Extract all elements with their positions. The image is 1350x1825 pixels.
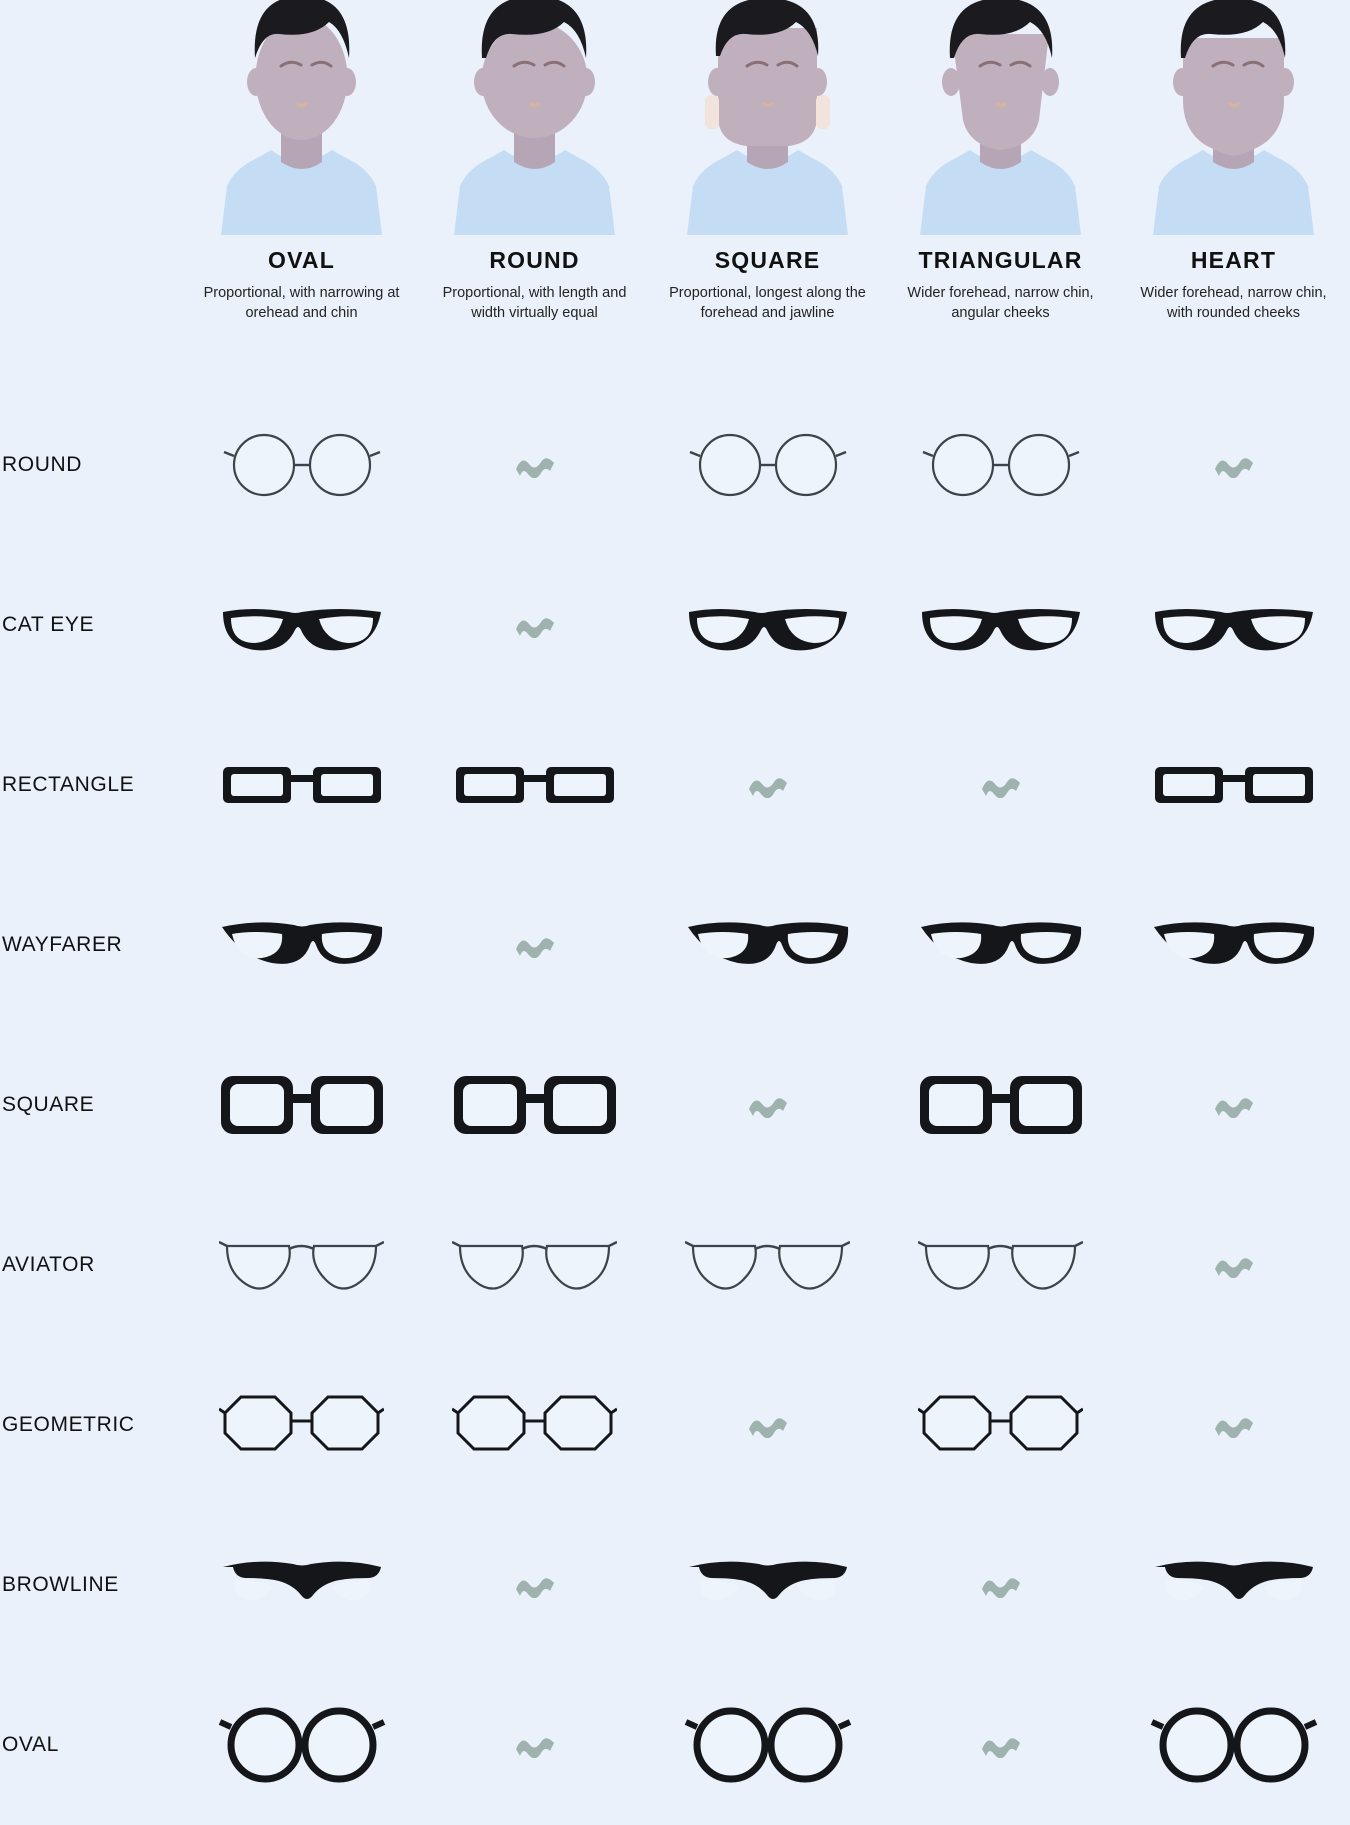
cell-rectangle-square — [651, 772, 884, 798]
frame-row-label: BROWLINE — [2, 1573, 119, 1596]
frame-row-oval — [0, 1665, 1350, 1825]
face-column-square — [651, 0, 884, 385]
face-illustration-heart — [1131, 0, 1336, 235]
frame-row-rectangle — [0, 705, 1350, 865]
cell-browline-triangular — [884, 1572, 1117, 1598]
cell-wayfarer-square — [651, 913, 884, 977]
cell-round-square — [651, 430, 884, 500]
face-title: TRIANGULAR — [918, 247, 1083, 273]
face-header-row — [0, 0, 1350, 385]
face-description: Wider forehead, narrow chin, angular cheeks — [907, 285, 1094, 321]
cell-oval-heart — [1117, 1705, 1350, 1785]
face-column-oval — [185, 0, 418, 385]
cell-rectangle-triangular — [884, 772, 1117, 798]
cell-browline-oval — [185, 1557, 418, 1613]
cell-rectangle-round — [418, 755, 651, 815]
cell-rectangle-oval — [185, 755, 418, 815]
frame-row-label: AVIATOR — [2, 1253, 95, 1276]
cell-cat-eye-heart — [1117, 590, 1350, 660]
cell-round-oval — [185, 430, 418, 500]
face-column-triangular — [884, 0, 1117, 385]
cell-wayfarer-oval — [185, 913, 418, 977]
frame-row-label: CAT EYE — [2, 613, 95, 636]
frame-row-label: WAYFARER — [2, 933, 123, 956]
face-illustration-square — [665, 0, 870, 235]
face-column-round — [418, 0, 651, 385]
cell-browline-round — [418, 1572, 651, 1598]
cell-oval-oval — [185, 1705, 418, 1785]
frame-row-label: SQUARE — [2, 1093, 95, 1116]
cell-cat-eye-round — [418, 612, 651, 638]
face-illustration-oval — [199, 0, 404, 235]
face-illustration-triangular — [898, 0, 1103, 235]
frame-row-label: ROUND — [2, 453, 82, 476]
cell-square-round — [418, 1068, 651, 1142]
cell-cat-eye-square — [651, 590, 884, 660]
cell-oval-round — [418, 1732, 651, 1758]
cell-geometric-round — [418, 1389, 651, 1461]
frame-row-cat-eye — [0, 545, 1350, 705]
cell-geometric-square — [651, 1412, 884, 1438]
cell-browline-heart — [1117, 1557, 1350, 1613]
frame-row-label: OVAL — [2, 1733, 59, 1756]
face-title: OVAL — [268, 247, 335, 273]
frame-row-geometric — [0, 1345, 1350, 1505]
face-description: Wider forehead, narrow chin, with rounded cheeks — [1140, 285, 1327, 321]
cell-round-heart — [1117, 452, 1350, 478]
face-description: Proportional, with narrowing at orehead and chin — [203, 285, 400, 321]
frame-row-browline — [0, 1505, 1350, 1665]
cell-aviator-square — [651, 1230, 884, 1300]
cell-square-oval — [185, 1068, 418, 1142]
face-illustration-round — [432, 0, 637, 235]
cell-aviator-round — [418, 1230, 651, 1300]
cell-round-triangular — [884, 430, 1117, 500]
cell-wayfarer-triangular — [884, 913, 1117, 977]
cell-wayfarer-heart — [1117, 913, 1350, 977]
cell-geometric-oval — [185, 1389, 418, 1461]
frame-row-square — [0, 1025, 1350, 1185]
face-title: SQUARE — [714, 247, 821, 273]
cell-browline-square — [651, 1557, 884, 1613]
frame-row-label: RECTANGLE — [2, 773, 135, 796]
cell-cat-eye-triangular — [884, 590, 1117, 660]
cell-aviator-oval — [185, 1230, 418, 1300]
frame-row-wayfarer — [0, 865, 1350, 1025]
face-title: ROUND — [489, 247, 580, 273]
cell-square-heart — [1117, 1092, 1350, 1118]
frame-matrix — [0, 385, 1350, 1825]
cell-geometric-heart — [1117, 1412, 1350, 1438]
frame-row-aviator — [0, 1185, 1350, 1345]
cell-square-triangular — [884, 1068, 1117, 1142]
frame-row-label: GEOMETRIC — [2, 1413, 135, 1436]
cell-aviator-triangular — [884, 1230, 1117, 1300]
face-description: Proportional, longest along the forehead and jawline — [669, 285, 866, 321]
face-description: Proportional, with length and width virtually equal — [442, 285, 627, 321]
cell-rectangle-heart — [1117, 755, 1350, 815]
frame-row-round — [0, 385, 1350, 545]
cell-oval-square — [651, 1705, 884, 1785]
cell-geometric-triangular — [884, 1389, 1117, 1461]
cell-cat-eye-oval — [185, 590, 418, 660]
cell-wayfarer-round — [418, 932, 651, 958]
cell-round-round — [418, 452, 651, 478]
cell-oval-triangular — [884, 1732, 1117, 1758]
cell-aviator-heart — [1117, 1252, 1350, 1278]
face-title: HEART — [1190, 247, 1277, 273]
face-column-heart — [1117, 0, 1350, 385]
cell-square-square — [651, 1092, 884, 1118]
